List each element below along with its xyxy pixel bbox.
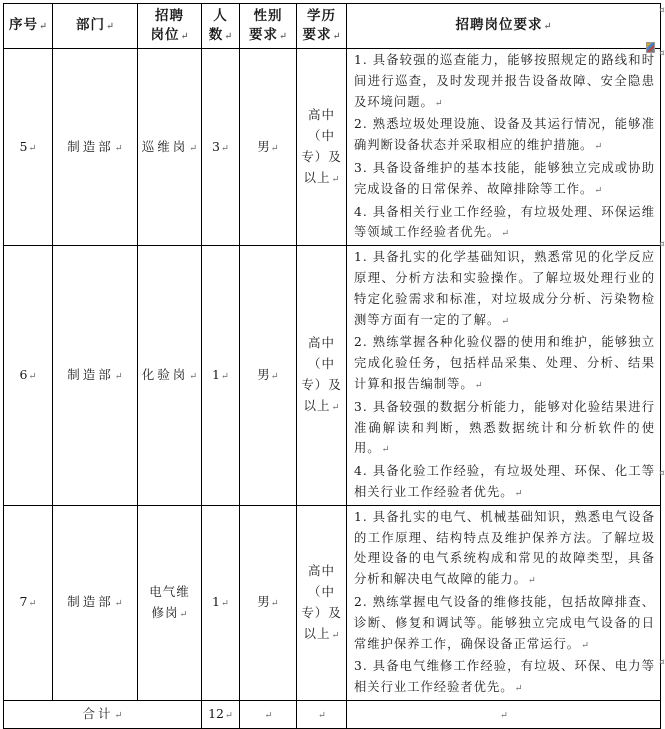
requirement-paragraph: 1. 具备较强的巡查能力，能够按照规定的路线和时间进行巡查，及时发现并报告设备故障、安全隐患及环境问题。↵ [354,53,655,109]
requirement-paragraph: 2. 熟练掌握各种化验仪器的使用和维护，能够独立完成化验任务，包括样品采集、处理、分析、结果计算和报告编制等。↵ [354,335,655,391]
paragraph-mark-icon: ↵ [514,683,523,695]
paragraph-mark-icon: ↵ [39,21,47,32]
header-gender-label: 要求 [249,26,279,43]
paragraph-mark-icon: ↵ [224,30,233,42]
paragraph-mark-icon: ↵ [114,598,123,610]
paragraph-mark-icon: ↵ [220,598,229,610]
paragraph-mark-icon: ↵ [28,142,37,154]
cell-count: 1↵ [202,505,240,700]
row-end-mark-icon: ¤ [659,658,665,668]
cell-gender: 男↵ [240,246,297,506]
cell-no: 5↵ [4,49,53,246]
paragraph-mark-icon: ↵ [220,370,229,382]
embedded-object-artifact-icon [647,43,654,52]
cell-requirements [347,49,661,246]
paragraph-mark-icon: ↵ [114,142,123,154]
header-no [4,4,53,49]
paragraph-mark-icon: ↵ [180,30,189,42]
header-education: 学历 要求↵ [297,4,347,49]
cell-no: 6↵ [4,246,53,506]
paragraph-mark-icon: ↵ [501,228,510,240]
total-education-cell [297,700,347,728]
paragraph-mark-icon: ↵ [594,184,603,196]
header-education-label: 要求 [302,26,332,43]
paragraph-mark-icon: ↵ [106,21,114,32]
header-count: 人 数↵ [202,4,240,49]
paragraph-mark-icon: ↵ [527,575,536,587]
cell-position: 化验岗↵ [138,246,202,506]
paragraph-mark-icon: ↵ [28,598,37,610]
cell-position: 巡维岗↵ [138,49,202,246]
requirement-paragraph: 2. 熟练掌握电气设备的维修技能，包括故障排查、诊断、修复和调试等。能够独立完成电气设备的日常维护保养工作，确保设备正常运行。↵ [354,594,655,651]
table-row [4,49,661,246]
paragraph-mark-icon: ↵ [270,370,279,382]
header-position-label: 岗位 [150,26,180,43]
paragraph-mark-icon: ↵ [594,141,603,153]
paragraph-mark-icon: ↵ [114,709,123,721]
row-end-mark-icon: ¤ [659,469,665,479]
cell-dept: 制造部↵ [53,505,138,700]
paragraph-mark-icon: ↵ [179,608,188,620]
paragraph-mark-icon: ↵ [514,487,523,499]
paragraph-mark-icon: ↵ [381,444,390,456]
header-gender: 性别 要求↵ [240,4,297,49]
cell-count: 3↵ [202,49,240,246]
header-dept [53,4,138,49]
cell-dept: 制造部↵ [53,49,138,246]
cell-position: 电气维 修岗↵ [138,505,202,700]
paragraph-mark-icon: ↵ [501,315,510,327]
total-row [4,700,661,728]
header-requirements [347,4,661,49]
table-header-row [4,4,661,49]
paragraph-mark-icon: ↵ [331,174,340,186]
requirement-paragraph: 3. 具备电气维修工作经验，有垃圾、环保、电力等相关行业工作经验者优先。↵ [354,659,655,695]
cell-gender: 男↵ [240,505,297,700]
paragraph-mark-icon: ↵ [189,142,198,154]
cell-education: 高中 （中 专）及 以上↵ [297,49,347,246]
paragraph-mark-icon: ↵ [434,97,443,109]
row-end-mark-icon: ¤ [659,6,665,16]
header-requirements-label: 招聘岗位要求 [455,17,543,33]
paragraph-mark-icon: ↵ [500,709,508,721]
header-dept-label: 部门 [76,17,106,33]
table-row [4,505,661,700]
requirement-paragraph: 4. 具备相关行业工作经验，有垃圾处理、环保运维等领域工作经验者优先。↵ [354,204,655,240]
requirement-paragraph: 3. 具备较强的数据分析能力，能够对化验结果进行准确解读和判断，熟悉数据统计和分析软件的使用。↵ [354,399,655,456]
paragraph-mark-icon: ↵ [543,21,552,32]
total-label-cell: 合计↵ [4,700,202,728]
cell-dept: 制造部↵ [53,246,138,506]
total-gender-cell [240,700,297,728]
paragraph-mark-icon: ↵ [114,370,123,382]
paragraph-mark-icon: ↵ [331,629,340,641]
paragraph-mark-icon: ↵ [220,142,229,154]
requirement-paragraph: 3. 具备设备维护的基本技能，能够独立完成或协助完成设备的日常保养、故障排除等工作。↵ [354,160,655,196]
cell-requirements [347,505,661,700]
paragraph-mark-icon: ↵ [474,379,483,391]
paragraph-mark-icon: ↵ [270,142,279,154]
requirement-paragraph: 1. 具备扎实的化学基础知识，熟悉常见的化学反应原理、分析方法和实验操作。了解垃圾处理行业的特定化验需求和标准，对垃圾成分分析、污染物检测等方面有一定的了解。↵ [354,250,655,327]
paragraph-mark-icon: ↵ [331,402,340,414]
paragraph-mark-icon: ↵ [581,639,590,651]
cell-count: 1↵ [202,246,240,506]
cell-requirements [347,246,661,506]
total-requirements-cell [347,700,661,728]
header-count-label: 数 [208,26,224,43]
table-row [4,246,661,506]
cell-gender: 男↵ [240,49,297,246]
paragraph-mark-icon: ↵ [224,709,233,721]
total-count-cell: 12↵ [202,700,240,728]
row-end-mark-icon: ¤ [659,240,665,250]
cell-education: 高中 （中 专）及 以上↵ [297,246,347,506]
row-end-mark-icon: ¤ [659,49,665,59]
cell-no: 7↵ [4,505,53,700]
requirement-paragraph: 4. 具备化验工作经验，有垃圾处理、环保、化工等相关行业工作经验者优先。↵ [354,464,655,499]
paragraph-mark-icon: ↵ [189,370,198,382]
paragraph-mark-icon: ↵ [264,709,273,721]
header-position: 招聘 岗位↵ [138,4,202,49]
paragraph-mark-icon: ↵ [279,30,287,42]
paragraph-mark-icon: ↵ [318,709,326,721]
paragraph-mark-icon: ↵ [28,370,37,382]
cell-education: 高中 （中 专）及 以上↵ [297,505,347,700]
requirement-paragraph: 1. 具备扎实的电气、机械基础知识，熟悉电气设备的工作原理、结构特点及维护保养方法。了解垃圾处理设备的电气系统构成和常见的故障类型，具备分析和解决电气故障的能力。↵ [354,509,655,587]
header-no-label: 序号 [9,17,39,33]
recruitment-table [3,3,661,729]
paragraph-mark-icon: ↵ [332,30,341,42]
paragraph-mark-icon: ↵ [270,598,279,610]
requirement-paragraph: 2. 熟悉垃圾处理设施、设备及其运行情况，能够准确判断设备状态并采取相应的维护措施。↵ [354,117,655,153]
